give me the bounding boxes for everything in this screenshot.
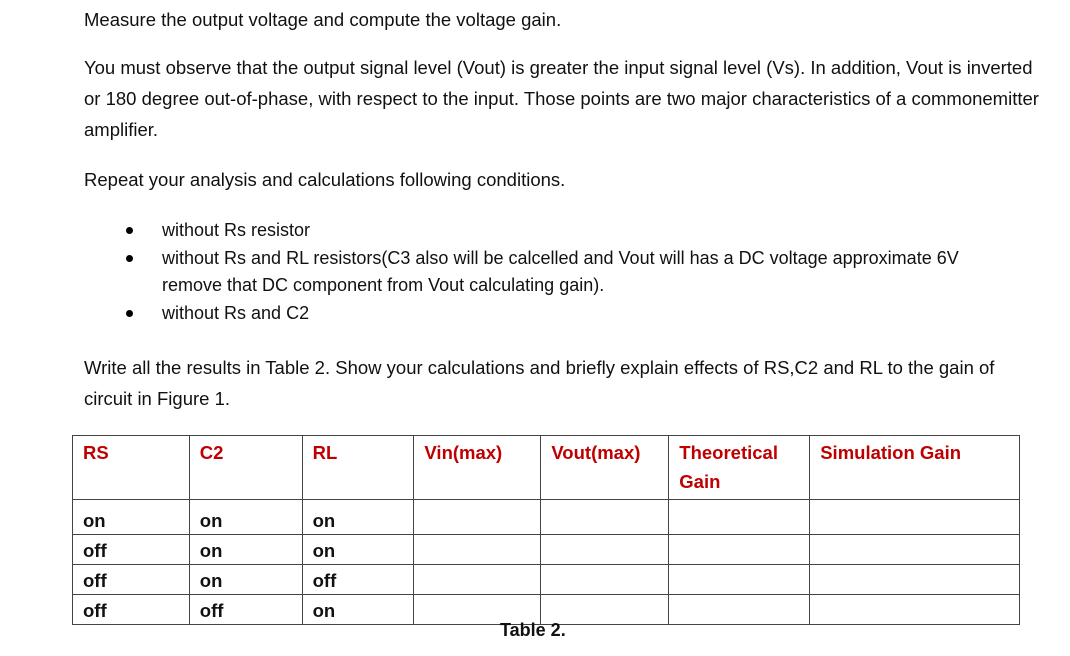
cell-simulation-gain xyxy=(810,535,1020,565)
results-instruction: Write all the results in Table 2. Show your calculations and briefly explain effects of RS,C2 and RL to the gain of circuit in Figure 1. xyxy=(84,357,995,409)
cell-vout-max xyxy=(541,535,669,565)
cell-vout-max xyxy=(541,500,669,535)
cell-c2: on xyxy=(189,535,302,565)
cell-c2: off xyxy=(189,595,302,625)
cell-c2: on xyxy=(189,565,302,595)
condition-item: without Rs and C2 xyxy=(122,300,982,328)
instruction-measure: Measure the output voltage and compute the voltage gain. xyxy=(84,9,562,30)
header-vout-max: Vout(max) xyxy=(541,436,669,500)
table-row xyxy=(73,500,1020,535)
cell-rl: on xyxy=(302,535,414,565)
header-rl: RL xyxy=(302,436,414,500)
header-theoretical-gain: Theoretical Gain xyxy=(669,436,810,500)
cell-theoretical-gain xyxy=(669,565,810,595)
table-header-row xyxy=(73,436,1020,500)
observation-paragraph: You must observe that the output signal level (Vout) is greater the input signal level (Vs). In addition, Vout is inverted or 180 degree out-of-phase, with respect to the input. Those points are two major characteristics of a commonemitter amplifier. xyxy=(84,57,1039,140)
repeat-instruction: Repeat your analysis and calculations following conditions. xyxy=(84,169,566,190)
cell-theoretical-gain xyxy=(669,535,810,565)
cell-theoretical-gain xyxy=(669,595,810,625)
cell-rl: on xyxy=(302,595,414,625)
table-row xyxy=(73,535,1020,565)
header-simulation-gain: Simulation Gain xyxy=(810,436,1020,500)
cell-vin-max xyxy=(414,500,541,535)
cell-vin-max xyxy=(414,565,541,595)
header-vin-max: Vin(max) xyxy=(414,436,541,500)
header-rs: RS xyxy=(73,436,190,500)
cell-theoretical-gain xyxy=(669,500,810,535)
cell-rs: off xyxy=(73,565,190,595)
cell-vout-max xyxy=(541,565,669,595)
cell-rs: off xyxy=(73,535,190,565)
condition-list xyxy=(122,217,982,327)
cell-simulation-gain xyxy=(810,500,1020,535)
cell-rs: off xyxy=(73,595,190,625)
table-caption: Table 2. xyxy=(500,620,566,640)
cell-vin-max xyxy=(414,535,541,565)
cell-simulation-gain xyxy=(810,565,1020,595)
cell-rl: off xyxy=(302,565,414,595)
condition-item: without Rs and RL resistors(C3 also will be calcelled and Vout will has a DC voltage approximate 6V remove that DC component from Vout calculating gain). xyxy=(122,245,982,300)
cell-rl: on xyxy=(302,500,414,535)
table-row xyxy=(73,565,1020,595)
header-c2: C2 xyxy=(189,436,302,500)
condition-item: without Rs resistor xyxy=(122,217,982,245)
cell-simulation-gain xyxy=(810,595,1020,625)
results-table xyxy=(72,435,1020,625)
cell-rs: on xyxy=(73,500,190,535)
cell-c2: on xyxy=(189,500,302,535)
